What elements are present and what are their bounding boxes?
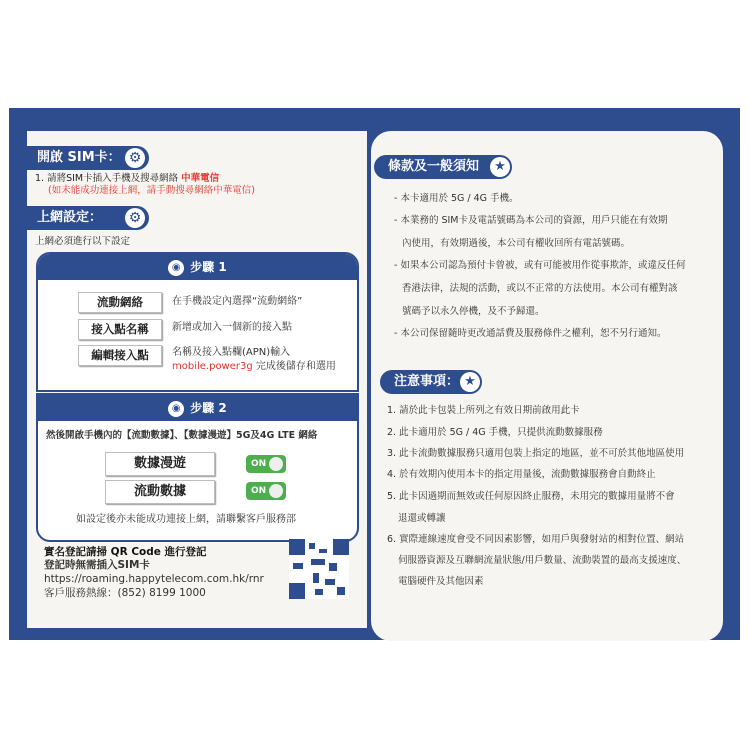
note-item-3: 3. 此卡流動數據服務只適用包裝上指定的地區，並不可於其他地區使用 xyxy=(387,448,685,459)
qr-module xyxy=(315,589,323,595)
activate-line2: (如未能成功連接上網，請手動搜尋網絡中華電信) xyxy=(48,185,255,196)
qr-finder-top-right xyxy=(333,539,349,555)
note-item-5-cont: 退還或轉讓 xyxy=(398,513,446,524)
step1-desc-apn-name: 新增或加入一個新的接入點 xyxy=(172,322,292,333)
activate-network-name: 中華電信 xyxy=(181,173,220,184)
network-intro: 上網必須進行以下設定 xyxy=(35,236,131,247)
star-icon: ★ xyxy=(460,372,480,392)
terms-item-4: - 本公司保留隨時更改通話費及服務條件之權利，恕不另行通知。 xyxy=(394,328,667,339)
terms-item-2-cont: 內使用，有效期過後，本公司有權收回所有電話號碼。 xyxy=(402,238,631,249)
network-settings-title: 上網設定： xyxy=(37,210,103,225)
terms-item-3-cont2: 號碼予以永久停機，及不予歸還。 xyxy=(402,306,545,317)
qr-code[interactable] xyxy=(289,539,349,599)
qr-module xyxy=(325,579,335,585)
step1-desc-edit-apn xyxy=(172,346,336,374)
qr-module xyxy=(313,573,319,583)
activate-line1-text: 1. 請將SIM卡插入手機及搜尋網絡 xyxy=(35,173,179,184)
activate-sim-title: 開啟 SIM卡： xyxy=(37,150,121,165)
gear-icon: ⚙ xyxy=(125,148,145,168)
step2-footer: 如設定後亦未能成功連接上網，請聯繫客戶服務部 xyxy=(76,514,296,525)
mobile-data-toggle[interactable] xyxy=(246,482,286,500)
mobile-data-toggle-state: ON xyxy=(251,486,267,496)
note-item-6-cont2: 電腦硬件及其他因素 xyxy=(398,576,484,587)
note-item-4: 4. 於有效期內使用本卡的指定用量後，流動數據服務會自動終止 xyxy=(387,469,656,480)
registration-line1: 實名登記請掃 QR Code 進行登記 xyxy=(44,546,207,558)
qr-module xyxy=(319,549,327,553)
notes-heading xyxy=(380,370,482,394)
step1-label-mobile-network: 流動網絡 xyxy=(78,292,162,313)
note-item-6: 6. 實際連線速度會受不同因素影響，如用戶與發射站的相對位置、網站 xyxy=(387,534,685,545)
apn-value: mobile.power3g xyxy=(172,361,253,372)
terms-heading xyxy=(374,155,512,179)
toggle-label-data-roaming: 數據漫遊 xyxy=(105,452,215,476)
eye-icon: ◉ xyxy=(168,260,184,276)
step2-header xyxy=(38,395,357,421)
step1-title: 步驟 1 xyxy=(190,260,227,274)
note-item-5: 5. 此卡因過期而無效或任何原因終止服務，未用完的數據用量將不會 xyxy=(387,491,675,502)
registration-line2: 登記時無需插入SIM卡 xyxy=(44,559,150,571)
terms-item-3-cont: 香港法律，法規的活動，或以不正常的方法使用。本公司有權對該 xyxy=(402,283,678,294)
step1-desc-edit-apn-a: 名稱及接入點欄(APN)輸入 xyxy=(172,347,291,358)
registration-url[interactable]: https://roaming.happytelecom.com.hk/rnr xyxy=(44,573,264,585)
network-settings-heading xyxy=(27,206,149,230)
terms-item-3: - 如果本公司認為預付卡曾被，或有可能被用作從事欺詐，或違反任何 xyxy=(394,260,686,271)
notes-title: 注意事項： xyxy=(394,374,460,389)
qr-module xyxy=(311,559,325,565)
qr-finder-bottom-left xyxy=(289,583,305,599)
terms-item-1: - 本卡適用於 5G / 4G 手機。 xyxy=(394,193,519,204)
data-roaming-toggle-state: ON xyxy=(251,459,267,469)
customer-hotline: 客戶服務熱線：(852) 8199 1000 xyxy=(44,587,206,599)
eye-icon: ◉ xyxy=(168,401,184,417)
activate-line1 xyxy=(35,173,219,185)
step1-label-edit-apn: 編輯接入點 xyxy=(78,345,162,366)
terms-item-2: - 本業務的 SIM卡及電話號碼為本公司的資源，用戶只能在有效期 xyxy=(394,215,668,226)
star-icon: ★ xyxy=(490,157,510,177)
step1-desc-mobile-network: 在手機設定內選擇“流動網絡” xyxy=(172,296,303,307)
step1-desc-edit-apn-c: 完成後儲存和選用 xyxy=(252,361,336,372)
qr-module xyxy=(329,563,337,571)
toggle-label-mobile-data: 流動數據 xyxy=(105,480,215,504)
note-item-1: 1. 請於此卡包裝上所列之有效日期前啟用此卡 xyxy=(387,405,580,416)
qr-module xyxy=(337,587,345,595)
note-item-2: 2. 此卡適用於 5G / 4G 手機，只提供流動數據服務 xyxy=(387,427,603,438)
toggle-knob xyxy=(269,457,283,471)
gear-icon: ⚙ xyxy=(125,208,145,228)
qr-finder-top-left xyxy=(289,539,305,555)
note-item-6-cont: 伺服器資源及互聯網流量狀態/用戶數量、流動裝置的最高支援速度、 xyxy=(398,555,687,566)
terms-title: 條款及一般須知 xyxy=(388,159,480,174)
toggle-knob xyxy=(269,484,283,498)
data-roaming-toggle[interactable] xyxy=(246,455,286,473)
step1-label-apn-name: 接入點名稱 xyxy=(78,319,162,340)
qr-module xyxy=(293,563,303,569)
step2-instruction: 然後開啟手機內的【流動數據】、【數據漫遊】5G及4G LTE 網絡 xyxy=(46,430,318,441)
qr-module xyxy=(309,543,315,549)
step1-header xyxy=(38,254,357,280)
activate-sim-heading xyxy=(27,146,149,170)
step2-title: 步驟 2 xyxy=(190,401,227,415)
